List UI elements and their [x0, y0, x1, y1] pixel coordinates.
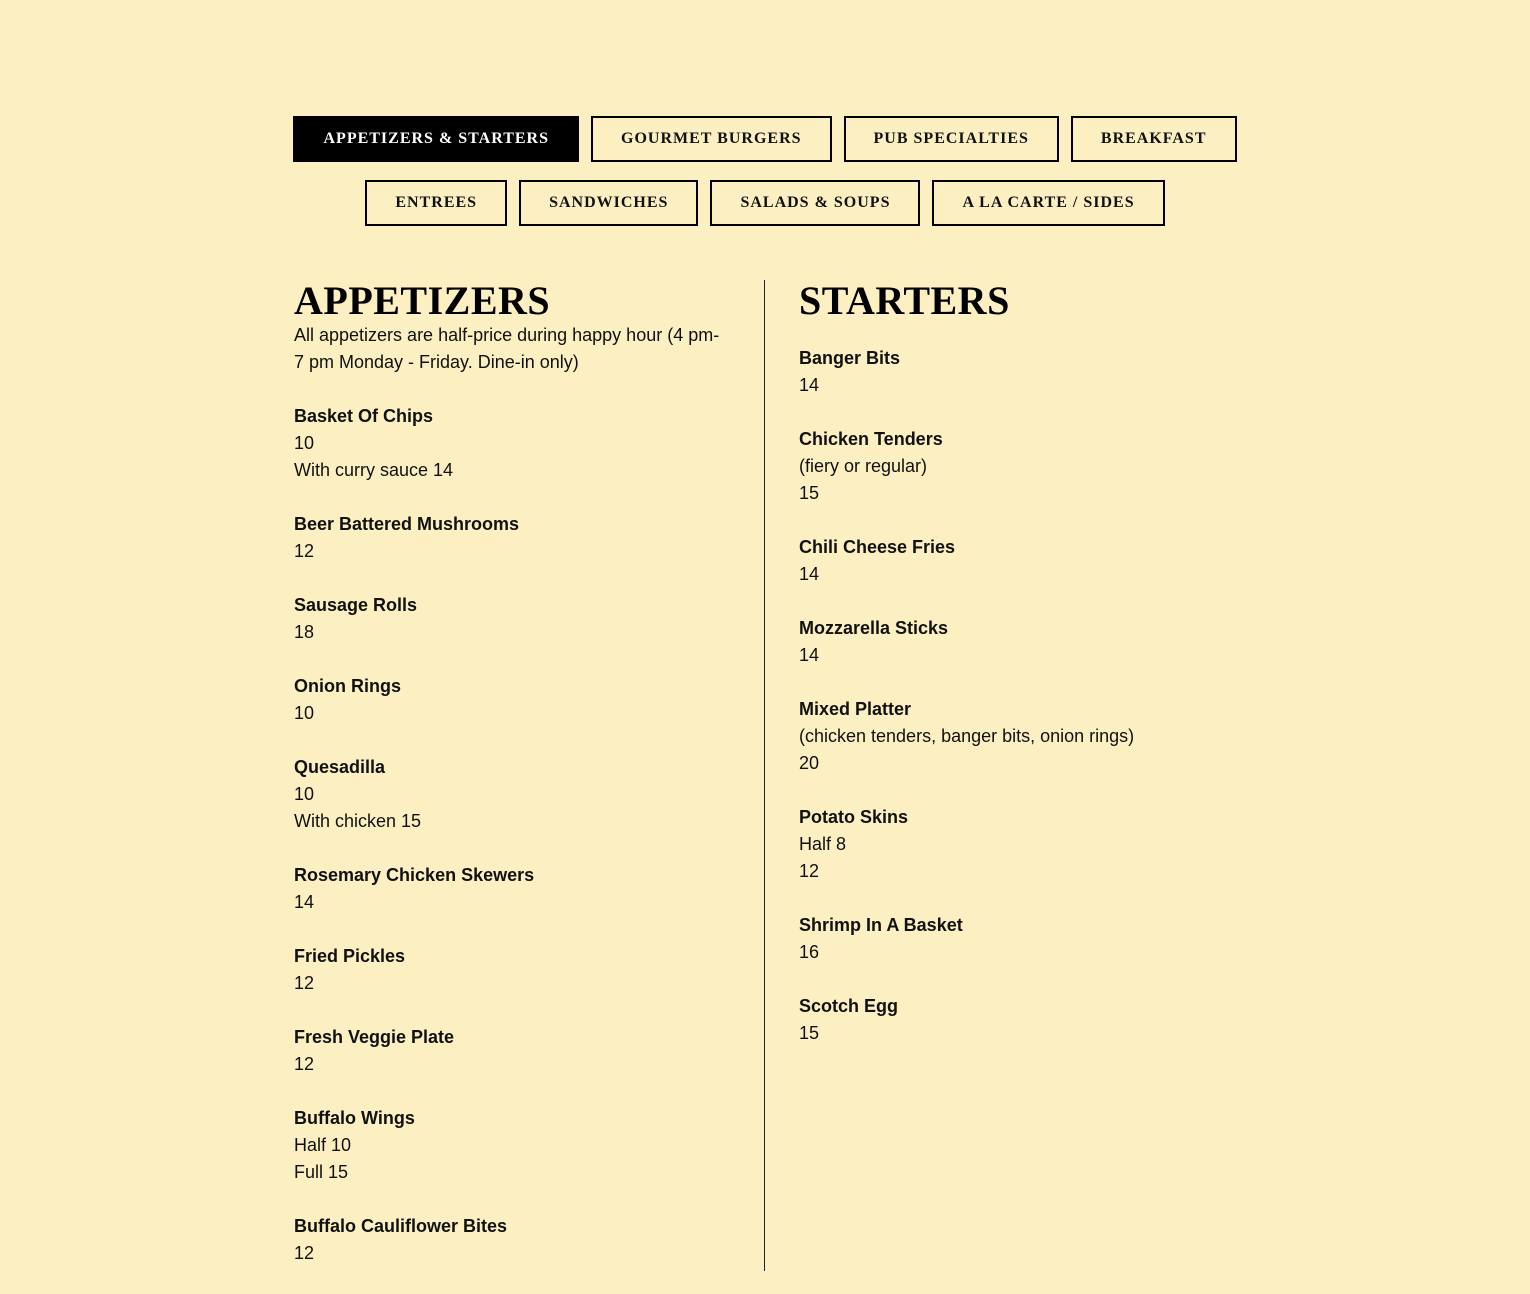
menu-item-price-line: 14 — [294, 892, 315, 912]
menu-item-price-line: 10 — [294, 433, 315, 453]
menu-item-name: Banger Bits — [799, 348, 901, 368]
tab-pub-specialties[interactable]: PUB SPECIALTIES — [844, 116, 1059, 162]
menu-item-name: Chicken Tenders — [799, 429, 943, 449]
menu-item-name: Fresh Veggie Plate — [294, 1027, 455, 1047]
menu-item — [799, 534, 1234, 588]
menu-item-name: Buffalo Cauliflower Bites — [294, 1216, 508, 1236]
menu-item — [294, 511, 724, 565]
tab-a-la-carte-sides[interactable]: A LA CARTE / SIDES — [932, 180, 1164, 226]
menu-item-price-line: 15 — [799, 1023, 820, 1043]
menu-item-price-line: With curry sauce 14 — [294, 460, 454, 480]
menu-item — [294, 673, 724, 727]
menu-item-name: Mozzarella Sticks — [799, 618, 949, 638]
menu-item-name: Beer Battered Mushrooms — [294, 514, 520, 534]
menu-item — [799, 993, 1234, 1047]
menu-item-price-line: 16 — [799, 942, 820, 962]
happy-hour-note: All appetizers are half-price during happy hour (4 pm-7 pm Monday - Friday. Dine-in only) — [294, 325, 720, 372]
menu-item-name: Basket Of Chips — [294, 406, 434, 426]
menu-item — [294, 1213, 724, 1267]
tab-appetizers-starters[interactable]: APPETIZERS & STARTERS — [293, 116, 579, 162]
menu-section — [294, 280, 1234, 1271]
menu-item — [294, 1024, 724, 1078]
tab-row-2 — [0, 180, 1530, 226]
menu-item — [294, 403, 724, 484]
appetizers-column — [294, 280, 724, 1294]
menu-item — [294, 862, 724, 916]
menu-item-name: Onion Rings — [294, 676, 401, 696]
menu-item-price-line: 10 — [294, 703, 315, 723]
menu-item-price-line: 14 — [799, 564, 820, 584]
menu-item-price-line: 18 — [294, 622, 315, 642]
menu-item-price-line: 15 — [799, 483, 820, 503]
tab-gourmet-burgers[interactable]: GOURMET BURGERS — [591, 116, 832, 162]
menu-item-name: Chili Cheese Fries — [799, 537, 956, 557]
tab-sandwiches[interactable]: SANDWICHES — [519, 180, 698, 226]
tab-entrees[interactable]: ENTREES — [365, 180, 507, 226]
menu-item — [799, 426, 1234, 507]
appetizers-list — [294, 403, 724, 1267]
menu-item-name: Scotch Egg — [799, 996, 899, 1016]
menu-item-price-line: 12 — [294, 1243, 315, 1263]
starters-list — [799, 345, 1234, 1047]
menu-item — [294, 943, 724, 997]
menu-item-name: Rosemary Chicken Skewers — [294, 865, 535, 885]
tab-breakfast[interactable]: BREAKFAST — [1071, 116, 1237, 162]
menu-item — [799, 696, 1234, 777]
menu-item-name: Buffalo Wings — [294, 1108, 415, 1128]
menu-item-price-line: 14 — [799, 375, 820, 395]
menu-item-price-line: 20 — [799, 753, 820, 773]
menu-item-name: Fried Pickles — [294, 946, 406, 966]
menu-category-tabs — [0, 116, 1530, 244]
menu-item-price-line: 12 — [294, 541, 315, 561]
menu-item-price-line: 14 — [799, 645, 820, 665]
menu-item-name: Potato Skins — [799, 807, 909, 827]
menu-item — [294, 592, 724, 646]
menu-item-price-line: Half 8 — [799, 834, 847, 854]
menu-item-price-line: Full 15 — [294, 1162, 349, 1182]
menu-item-price-line: 10 — [294, 784, 315, 804]
menu-item-name: Shrimp In A Basket — [799, 915, 963, 935]
menu-item — [294, 754, 724, 835]
menu-item-price-line: 12 — [294, 973, 315, 993]
menu-item-name: Sausage Rolls — [294, 595, 418, 615]
menu-item-name: Quesadilla — [294, 757, 386, 777]
menu-item — [799, 912, 1234, 966]
menu-item — [799, 345, 1234, 399]
column-divider — [764, 280, 765, 1271]
menu-item-price-line: Half 10 — [294, 1135, 352, 1155]
menu-item — [294, 1105, 724, 1186]
starters-heading: STARTERS — [799, 278, 1010, 323]
tab-salads-soups[interactable]: SALADS & SOUPS — [710, 180, 920, 226]
menu-item-name: Mixed Platter — [799, 699, 912, 719]
appetizers-heading: APPETIZERS — [294, 278, 551, 323]
menu-item-price-line: (fiery or regular) — [799, 456, 928, 476]
menu-item-price-line: 12 — [799, 861, 820, 881]
menu-item — [799, 804, 1234, 885]
starters-column — [799, 280, 1234, 1074]
menu-item-price-line: 12 — [294, 1054, 315, 1074]
menu-item-price-line: With chicken 15 — [294, 811, 422, 831]
tab-row-1 — [0, 116, 1530, 162]
menu-item-price-line: (chicken tenders, banger bits, onion rings) — [799, 726, 1135, 746]
menu-item — [799, 615, 1234, 669]
